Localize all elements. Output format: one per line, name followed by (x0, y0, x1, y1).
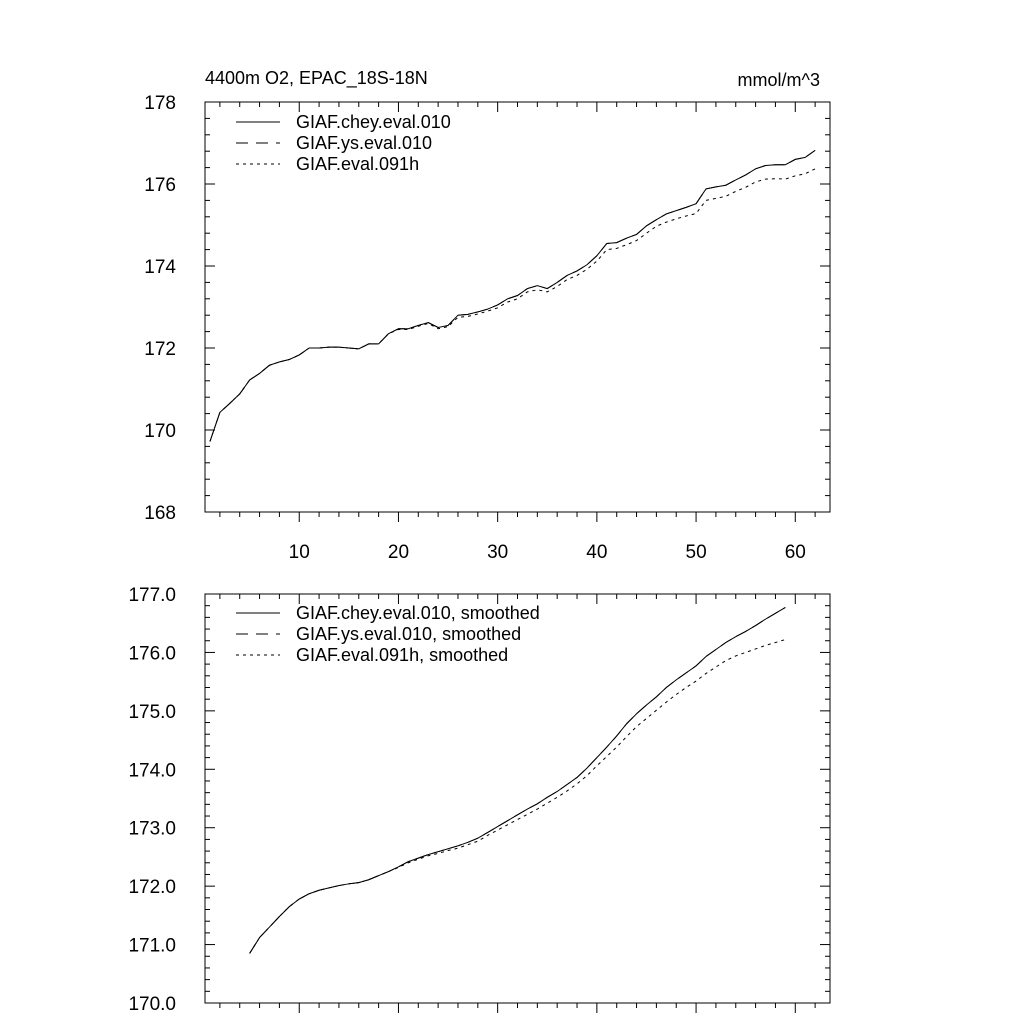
y-tick-label: 176.0 (128, 643, 176, 665)
y-tick-label: 172.0 (128, 877, 176, 899)
series-line-giaf-ys-eval-010 (210, 150, 815, 441)
legend-label: GIAF.chey.eval.010, smoothed (296, 603, 540, 623)
x-tick-label: 30 (487, 542, 509, 563)
y-tick-label: 173.0 (128, 818, 176, 840)
series-line-giaf-eval-091h-smoothed (250, 640, 786, 954)
legend-label: GIAF.chey.eval.010 (296, 112, 451, 132)
y-tick-label: 172 (144, 339, 176, 360)
y-tick-label: 170 (144, 421, 176, 442)
bottom-panel (128, 585, 830, 1015)
series-line-giaf-chey-eval-010 (210, 150, 815, 441)
y-tick-label: 168 (144, 503, 176, 524)
x-tick-label: 10 (288, 542, 310, 563)
y-tick-label: 177.0 (128, 585, 176, 606)
x-tick-label: 60 (784, 542, 806, 563)
legend-label: GIAF.eval.091h (296, 154, 420, 174)
y-tick-label: 171.0 (128, 935, 176, 957)
chart-title: 4400m O2, EPAC_18S-18N (205, 68, 428, 88)
y-tick-label: 170.0 (128, 994, 176, 1015)
y-tick-label: 178 (144, 93, 176, 114)
x-tick-label: 40 (586, 542, 608, 563)
y-tick-label: 174.0 (128, 760, 176, 782)
series-line-giaf-eval-091h (210, 169, 815, 442)
units-label: mmol/m^3 (737, 70, 820, 90)
legend-label: GIAF.ys.eval.010 (296, 133, 433, 153)
legend-label: GIAF.ys.eval.010, smoothed (296, 624, 522, 644)
top-panel (144, 68, 830, 563)
y-tick-label: 176 (144, 175, 176, 196)
legend-label: GIAF.eval.091h, smoothed (296, 645, 509, 665)
y-tick-label: 174 (144, 257, 176, 278)
x-tick-label: 20 (387, 542, 410, 563)
x-tick-label: 50 (685, 542, 707, 563)
y-tick-label: 175.0 (128, 701, 176, 723)
